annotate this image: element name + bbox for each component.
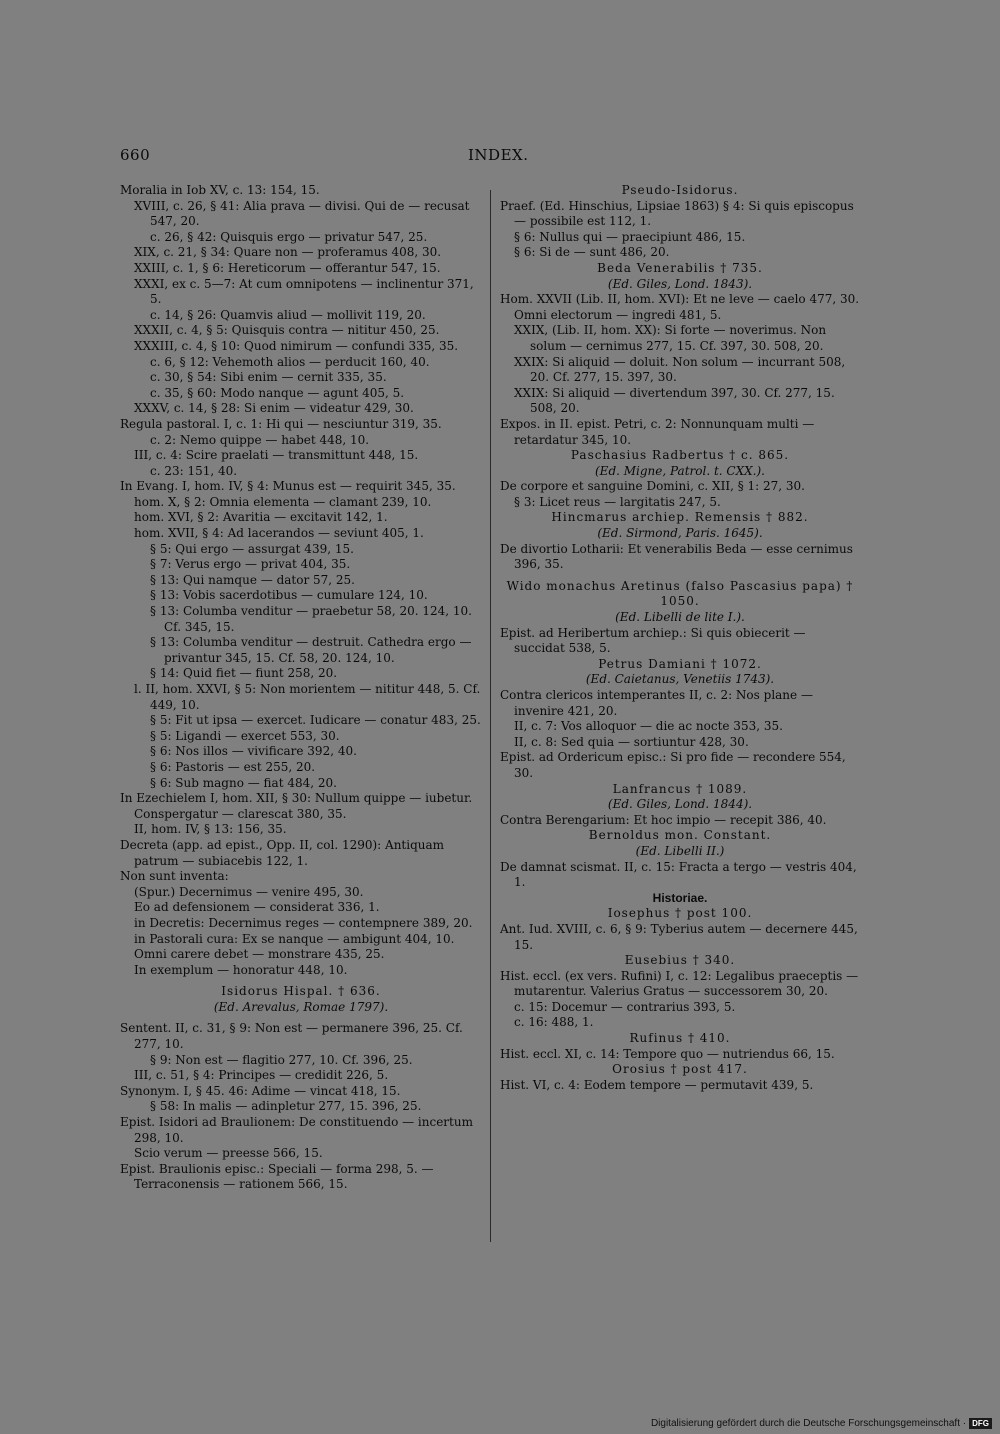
index-entry: § 5: Fit ut ipsa — exercet. Iudicare — conatur 483, 25. xyxy=(150,713,481,728)
index-entry: Epist. Isidori ad Braulionem: De constituendo — incertum 298, 10. xyxy=(120,1115,473,1145)
index-entry: hom. XVII, § 4: Ad lacerandos — seviunt 405, 1. xyxy=(134,526,424,541)
author-heading: Hincmarus archiep. Remensis † 882. xyxy=(551,510,809,525)
index-entry: In Evang. I, hom. IV, § 4: Munus est — requirit 345, 35. xyxy=(120,479,456,494)
running-head: INDEX. xyxy=(468,146,529,164)
index-entry: Hist. eccl. XI, c. 14: Tempore quo — nutriendus 66, 15. xyxy=(500,1046,835,1061)
index-entry: § 13: Qui namque — dator 57, 25. xyxy=(150,572,355,587)
index-entry: Epist. ad Heribertum archiep.: Si quis obiecerit — succidat 538, 5. xyxy=(500,625,806,656)
index-entry: XXIX: Si aliquid — doluit. Non solum — incurrant 508, 20. Cf. 277, 15. 397, 30. xyxy=(514,354,846,385)
author-heading: Beda Venerabilis † 735. xyxy=(597,260,763,275)
index-entry: § 58: In malis — adinpletur 277, 15. 396, 25. xyxy=(150,1099,422,1114)
index-entry: § 13: Columba venditur — praebetur 58, 20. 124, 10. Cf. 345, 15. xyxy=(150,604,472,634)
index-entry: XXIX, (Lib. II, hom. XX): Si forte — noverimus. Non solum — cernimus 277, 15. Cf. 397, 30. 508, 20. xyxy=(514,323,827,353)
index-entry: c. 26, § 42: Quisquis ergo — privatur 547, 25. xyxy=(150,229,428,244)
edition-note: (Ed. Giles, Lond. 1843). xyxy=(607,276,753,291)
index-entry: XXXIII, c. 4, § 10: Quod nimirum — confundi 335, 35. xyxy=(134,338,459,353)
index-entry: Scio verum — preesse 566, 15. xyxy=(134,1146,323,1161)
index-entry: Expos. in II. epist. Petri, c. 2: Nonnunquam multi — retardatur 345, 10. xyxy=(500,416,815,447)
author-heading: Rufinus † 410. xyxy=(629,1031,731,1046)
index-entry: c. 14, § 26: Quamvis aliud — mollivit 119, 20. xyxy=(150,307,426,322)
index-entry: Epist. ad Ordericum episc.: Si pro fide — recondere 554, 30. xyxy=(500,750,846,780)
index-entry: in Pastorali cura: Ex se nanque — ambigunt 404, 10. xyxy=(134,931,455,946)
edition-note: (Ed. Libelli II.) xyxy=(635,843,725,858)
author-heading: Bernoldus mon. Constant. xyxy=(588,828,772,843)
index-entry: § 7: Verus ergo — privat 404, 35. xyxy=(150,557,351,572)
author-heading: Paschasius Radbertus † c. 865. xyxy=(570,448,790,463)
index-entry: Ant. Iud. XVIII, c. 6, § 9: Tyberius autem — decernere 445, 15. xyxy=(500,921,858,952)
index-entry: § 14: Quid fiet — fiunt 258, 20. xyxy=(150,666,338,681)
author-heading: Eusebius † 340. xyxy=(624,953,736,968)
index-entry: XXXII, c. 4, § 5: Quisquis contra — nititur 450, 25. xyxy=(134,323,440,338)
index-entry: II, c. 7: Vos alloquor — die ac nocte 353, 35. xyxy=(514,719,783,734)
index-entry: III, c. 4: Scire praelati — transmittunt 448, 15. xyxy=(134,448,419,463)
index-entry: De corpore et sanguine Domini, c. XII, § 1: 27, 30. xyxy=(500,479,805,494)
index-entry: § 6: Nullus qui — praecipiunt 486, 15. xyxy=(514,229,746,244)
footer-credit xyxy=(651,1418,992,1429)
author-heading: Wido monachus Aretinus (falso Pascasius papa) † 1050. xyxy=(506,578,854,609)
left-column xyxy=(120,183,482,1193)
index-entry: c. 16: 488, 1. xyxy=(514,1015,594,1030)
index-entry: Hist. eccl. (ex vers. Rufini) I, c. 12: Legalibus praeceptis — mutarentur. Valerius Gratus — successorem 30, 20. xyxy=(500,968,859,999)
index-entry: Regula pastoral. I, c. 1: Hi qui — nesciuntur 319, 35. xyxy=(120,416,442,431)
index-entry: Epist. Braulionis episc.: Speciali — forma 298, 5. — Terraconensis — rationem 566, 15. xyxy=(120,1161,434,1192)
index-entry: § 6: Pastoris — est 255, 20. xyxy=(150,759,316,774)
index-entry: § 6: Si de — sunt 486, 20. xyxy=(514,245,670,260)
index-entry: Decreta (app. ad epist., Opp. II, col. 1290): Antiquam patrum — subiacebis 122, 1. xyxy=(120,837,445,868)
index-entry: De divortio Lotharii: Et venerabilis Beda — esse cernimus 396, 35. xyxy=(500,541,853,572)
section-heading: Historiae. xyxy=(652,890,708,905)
index-entry: c. 23: 151, 40. xyxy=(150,463,238,478)
index-entry: § 9: Non est — flagitio 277, 10. Cf. 396, 25. xyxy=(150,1052,413,1067)
index-entry: c. 2: Nemo quippe — habet 448, 10. xyxy=(150,432,370,447)
index-entry: Moralia in Iob XV, c. 13: 154, 15. xyxy=(120,183,320,197)
edition-note: (Ed. Sirmond, Paris. 1645). xyxy=(597,526,763,541)
index-entry: c. 35, § 60: Modo nanque — agunt 405, 5. xyxy=(150,385,405,400)
index-entry: II, c. 8: Sed quia — sortiuntur 428, 30. xyxy=(514,734,749,749)
index-entry: hom. XVI, § 2: Avaritia — excitavit 142, 1. xyxy=(134,510,388,525)
author-heading: Iosephus † post 100. xyxy=(607,906,753,921)
index-entry: XXIX: Si aliquid — divertendum 397, 30. Cf. 277, 15. 508, 20. xyxy=(514,385,835,416)
index-entry: Omni carere debet — monstrare 435, 25. xyxy=(134,947,385,962)
index-entry: Non sunt inventa: xyxy=(120,869,229,884)
index-entry: § 5: Ligandi — exercet 553, 30. xyxy=(150,728,340,743)
author-heading: Orosius † post 417. xyxy=(612,1062,748,1077)
column-divider xyxy=(490,190,491,1242)
index-entry: § 6: Sub magno — fiat 484, 20. xyxy=(150,775,337,790)
edition-note: (Ed. Libelli de lite I.). xyxy=(615,610,745,625)
index-entry: Contra clericos intemperantes II, c. 2: Nos plane — invenire 421, 20. xyxy=(500,688,813,718)
author-heading: Pseudo-Isidorus. xyxy=(621,183,739,197)
index-entry: in Decretis: Decernimus reges — contempnere 389, 20. xyxy=(134,915,473,930)
footer-text: Digitalisierung gefördert durch die Deutsche Forschungsgemeinschaft · xyxy=(650,1418,967,1429)
index-entry: Praef. (Ed. Hinschius, Lipsiae 1863) § 4: Si quis episcopus — possibile est 112, 1. xyxy=(500,198,854,229)
edition-note: (Ed. Migne, Patrol. t. CXX.). xyxy=(595,463,765,478)
index-entry: Eo ad defensionem — considerat 336, 1. xyxy=(134,900,380,915)
index-entry: § 3: Licet reus — largitatis 247, 5. xyxy=(514,494,721,509)
index-entry: In exemplum — honoratur 448, 10. xyxy=(134,962,348,977)
index-entry: XXXI, ex c. 5—7: At cum omnipotens — inclinentur 371, 5. xyxy=(134,276,474,307)
index-entry: Hom. XXVII (Lib. II, hom. XVI): Et ne leve — caelo 477, 30. xyxy=(500,292,860,307)
index-entry: In Ezechielem I, hom. XII, § 30: Nullum quippe — iubetur. Conspergatur — clarescat 380, 35. xyxy=(120,791,473,821)
dfg-logo: DFG xyxy=(969,1418,992,1429)
index-entry: III, c. 51, § 4: Principes — credidit 226, 5. xyxy=(134,1068,389,1083)
index-entry: c. 30, § 54: Sibi enim — cernit 335, 35. xyxy=(150,370,387,385)
index-entry: Sentent. II, c. 31, § 9: Non est — permanere 396, 25. Cf. 277, 10. xyxy=(120,1021,463,1052)
index-entry: De damnat scismat. II, c. 15: Fracta a tergo — vestris 404, 1. xyxy=(500,859,857,890)
index-entry: § 5: Qui ergo — assurgat 439, 15. xyxy=(150,541,354,556)
index-entry: § 13: Columba venditur — destruit. Cathedra ergo — privantur 345, 15. Cf. 58, 20. 124, 10. xyxy=(150,635,472,665)
edition-note: (Ed. Giles, Lond. 1844). xyxy=(607,797,753,812)
index-entry: II, hom. IV, § 13: 156, 35. xyxy=(134,822,287,837)
author-heading: Petrus Damiani † 1072. xyxy=(598,656,762,671)
index-entry: XVIII, c. 26, § 41: Alia prava — divisi. Qui de — recusat 547, 20. xyxy=(134,198,470,229)
index-entry: XXXV, c. 14, § 28: Si enim — videatur 429, 30. xyxy=(134,401,414,416)
index-entry: c. 15: Docemur — contrarius 393, 5. xyxy=(514,999,736,1014)
index-entry: § 13: Vobis sacerdotibus — cumulare 124, 10. xyxy=(150,588,428,603)
index-entry: (Spur.) Decernimus — venire 495, 30. xyxy=(134,884,364,899)
index-entry: hom. X, § 2: Omnia elementa — clamant 239, 10. xyxy=(134,494,432,509)
edition-note: (Ed. Caietanus, Venetiis 1743). xyxy=(585,672,775,687)
index-entry: § 6: Nos illos — vivificare 392, 40. xyxy=(150,744,357,759)
author-heading: Lanfrancus † 1089. xyxy=(612,781,748,796)
author-heading: Isidorus Hispal. † 636. xyxy=(221,984,381,999)
index-entry: Synonym. I, § 45. 46: Adime — vincat 418, 15. xyxy=(120,1083,401,1098)
index-entry: Hist. VI, c. 4: Eodem tempore — permutavit 439, 5. xyxy=(500,1077,814,1092)
right-column xyxy=(500,183,860,1093)
index-entry: l. II, hom. XXVI, § 5: Non morientem — nititur 448, 5. Cf. 449, 10. xyxy=(134,682,481,712)
index-entry: Contra Berengarium: Et hoc impio — recepit 386, 40. xyxy=(500,812,827,827)
index-entry: XXIII, c. 1, § 6: Hereticorum — offerantur 547, 15. xyxy=(134,260,441,275)
index-entry: XIX, c. 21, § 34: Quare non — proferamus 408, 30. xyxy=(134,245,442,260)
index-entry: c. 6, § 12: Vehemoth alios — perducit 160, 40. xyxy=(150,354,430,369)
edition-note: (Ed. Arevalus, Romae 1797). xyxy=(213,999,389,1014)
page-number: 660 xyxy=(120,146,151,164)
index-entry: Omni electorum — ingredi 481, 5. xyxy=(514,307,722,322)
